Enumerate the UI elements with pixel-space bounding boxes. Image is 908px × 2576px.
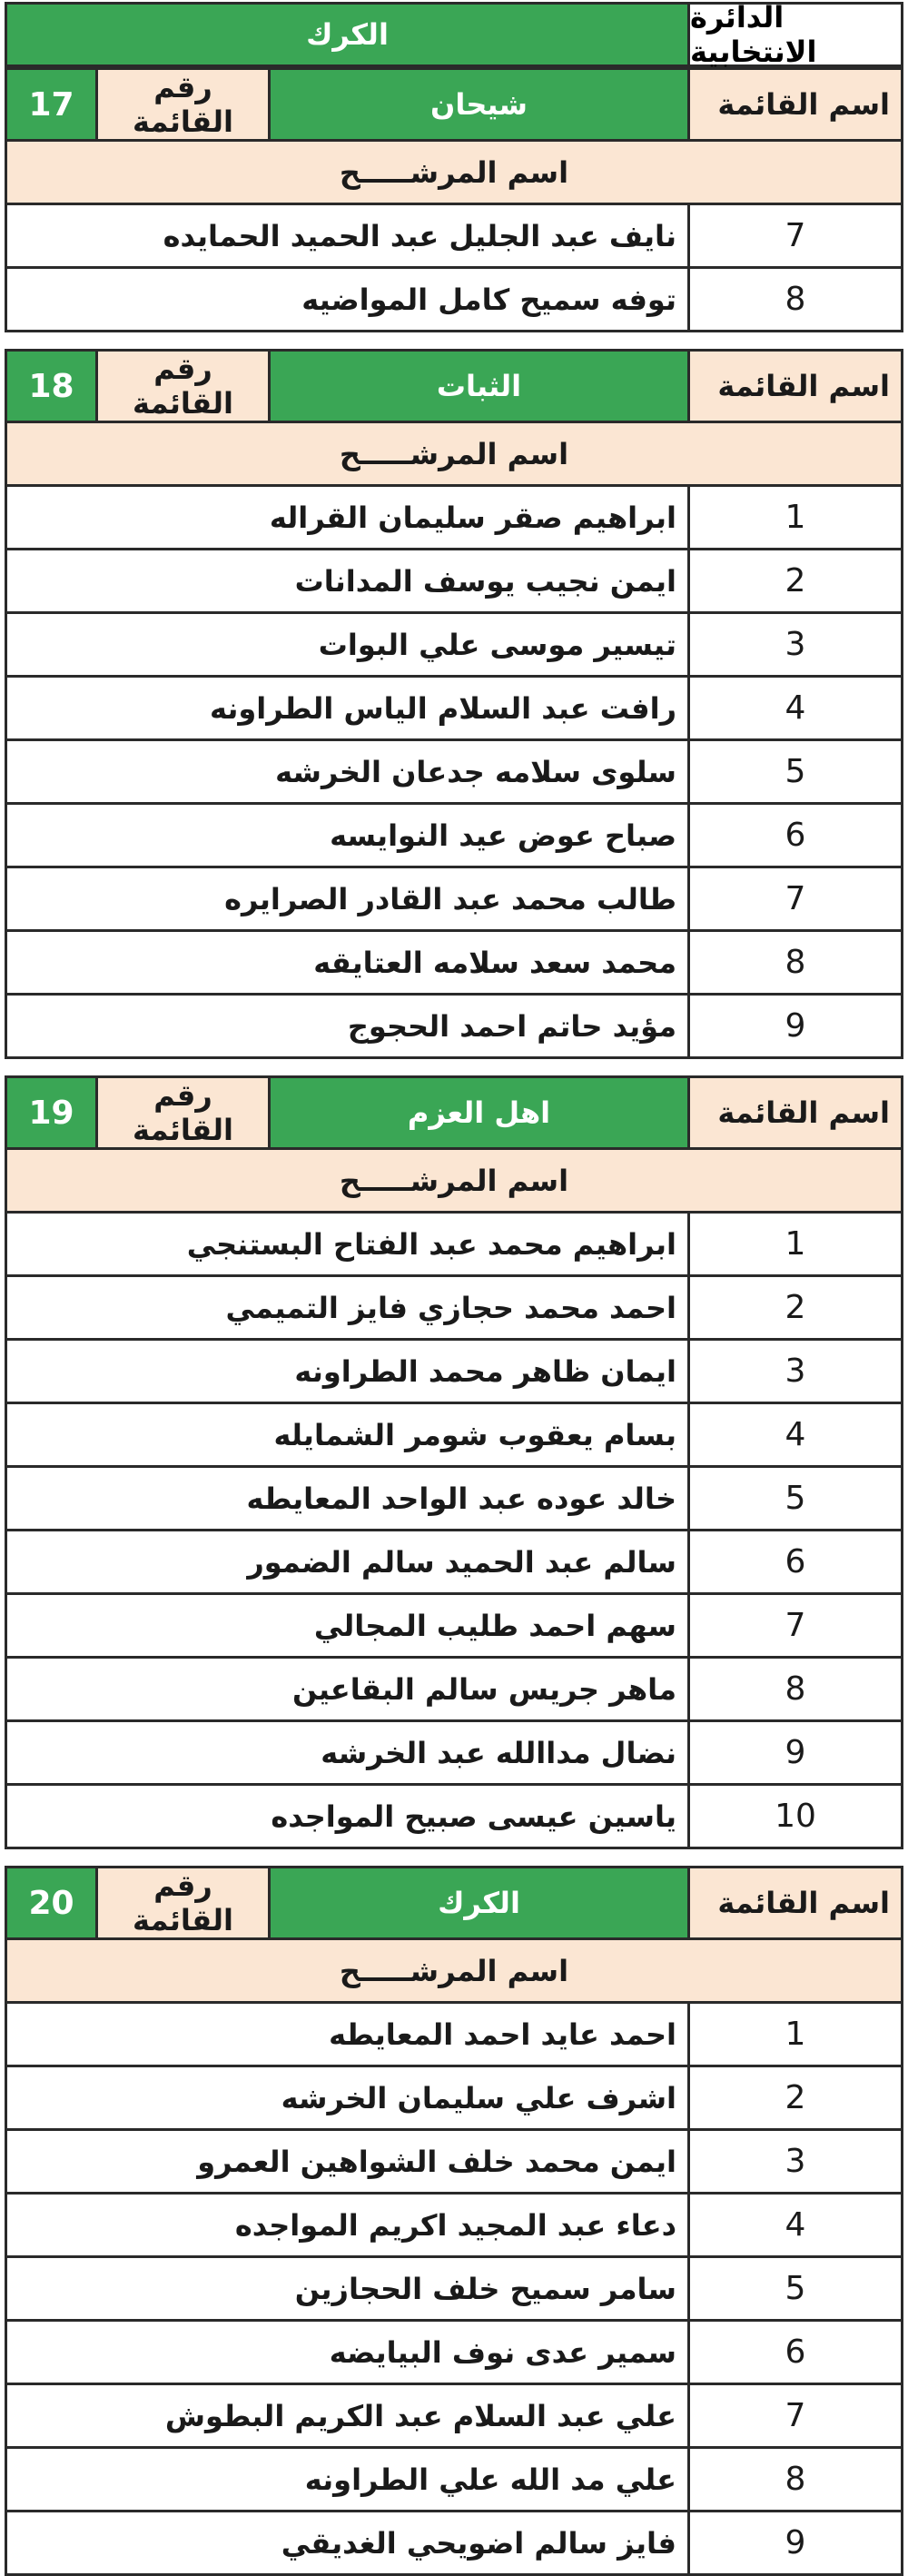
candidate-row	[6, 2257, 903, 2321]
district-label: الدائرة الانتخابية	[687, 5, 901, 64]
candidate-number: 3	[689, 2130, 903, 2194]
candidate-number: 8	[689, 2448, 903, 2512]
candidate-name: سهم احمد طليب المجالي	[6, 1594, 689, 1658]
list-name-label: اسم القائمة	[689, 1077, 903, 1149]
candidate-number: 9	[689, 1721, 903, 1785]
candidate-name: طالب محمد عبد القادر الصرايره	[6, 867, 689, 931]
list-table	[5, 1075, 903, 1849]
candidate-name: محمد سعد سلامه العتايقه	[6, 931, 689, 995]
candidate-name: ايمن نجيب يوسف المدانات	[6, 550, 689, 613]
candidate-name: ابراهيم محمد عبد الفتاح البستنجي	[6, 1213, 689, 1276]
list-number-label: رقم القائمة	[97, 69, 270, 141]
list-info-row	[6, 351, 903, 422]
candidate-name: بسام يعقوب شومر الشمايله	[6, 1403, 689, 1467]
candidate-name: سالم عبد الحميد سالم الضمور	[6, 1531, 689, 1594]
candidate-name: احمد محمد حجازي فايز التميمي	[6, 1276, 689, 1340]
candidate-number: 7	[689, 204, 903, 268]
list-number: 18	[6, 351, 97, 422]
candidate-row	[6, 740, 903, 804]
candidate-number: 8	[689, 268, 903, 332]
candidate-row	[6, 804, 903, 867]
candidate-row	[6, 677, 903, 740]
candidate-row	[6, 2130, 903, 2194]
candidate-row	[6, 268, 903, 332]
candidate-row	[6, 2321, 903, 2384]
candidate-number: 7	[689, 1594, 903, 1658]
candidate-name: نايف عبد الجليل عبد الحميد الحمايده	[6, 204, 689, 268]
district-name: الكرك	[7, 5, 687, 64]
candidate-number: 5	[689, 2257, 903, 2321]
candidate-row	[6, 2384, 903, 2448]
candidate-number: 2	[689, 550, 903, 613]
candidate-row	[6, 1213, 903, 1276]
election-lists-page	[5, 0, 903, 2576]
lists-container	[5, 67, 903, 2576]
candidate-name-header: اسم المرشـــــح	[6, 141, 903, 204]
candidate-name: سلوى سلامه جدعان الخرشه	[6, 740, 689, 804]
candidate-header-row	[6, 422, 903, 486]
candidate-row	[6, 486, 903, 550]
candidate-name-header: اسم المرشـــــح	[6, 422, 903, 486]
candidate-number: 9	[689, 2512, 903, 2575]
list-number-label: رقم القائمة	[97, 1077, 270, 1149]
candidate-number: 10	[689, 1785, 903, 1848]
candidate-number: 9	[689, 995, 903, 1058]
candidate-number: 3	[689, 1340, 903, 1403]
candidate-name: علي عبد السلام عبد الكريم البطوش	[6, 2384, 689, 2448]
candidate-row	[6, 1658, 903, 1721]
candidate-name: اشرف علي سليمان الخرشه	[6, 2066, 689, 2130]
candidate-number: 7	[689, 2384, 903, 2448]
candidate-row	[6, 2194, 903, 2257]
candidate-number: 2	[689, 2066, 903, 2130]
candidate-name: ايمان ظاهر محمد الطراونه	[6, 1340, 689, 1403]
candidate-number: 4	[689, 1403, 903, 1467]
candidate-number: 6	[689, 1531, 903, 1594]
candidate-number: 8	[689, 931, 903, 995]
candidate-row	[6, 2512, 903, 2575]
candidate-row	[6, 1276, 903, 1340]
candidate-number: 7	[689, 867, 903, 931]
candidate-row	[6, 613, 903, 677]
candidate-name: فايز سالم اضويحي الغديقي	[6, 2512, 689, 2575]
candidate-name: خالد عوده عبد الواحد المعايطه	[6, 1467, 689, 1531]
candidate-row	[6, 931, 903, 995]
candidate-header-row	[6, 1939, 903, 2003]
candidate-row	[6, 1403, 903, 1467]
candidate-number: 6	[689, 804, 903, 867]
candidate-number: 4	[689, 677, 903, 740]
list-name: اهل العزم	[270, 1077, 689, 1149]
candidate-row	[6, 1721, 903, 1785]
candidate-row	[6, 2066, 903, 2130]
list-name-label: اسم القائمة	[689, 69, 903, 141]
list-name-label: اسم القائمة	[689, 351, 903, 422]
candidate-row	[6, 2448, 903, 2512]
candidate-name: رافت عبد السلام الياس الطراونه	[6, 677, 689, 740]
candidate-row	[6, 2003, 903, 2066]
candidate-number: 1	[689, 486, 903, 550]
candidate-number: 5	[689, 1467, 903, 1531]
candidate-header-row	[6, 1149, 903, 1213]
candidate-name-header: اسم المرشـــــح	[6, 1149, 903, 1213]
candidate-number: 4	[689, 2194, 903, 2257]
list-number: 20	[6, 1868, 97, 1939]
candidate-name: توفه سميح كامل المواضيه	[6, 268, 689, 332]
list-table	[5, 1866, 903, 2576]
list-table	[5, 349, 903, 1059]
candidate-name: احمد عايد احمد المعايطه	[6, 2003, 689, 2066]
candidate-number: 5	[689, 740, 903, 804]
candidate-row	[6, 1785, 903, 1848]
candidate-name: ماهر جريس سالم البقاعين	[6, 1658, 689, 1721]
candidate-row	[6, 1340, 903, 1403]
candidate-row	[6, 1467, 903, 1531]
candidate-number: 6	[689, 2321, 903, 2384]
candidate-name: مؤيد حاتم احمد الحجوج	[6, 995, 689, 1058]
list-number: 19	[6, 1077, 97, 1149]
list-number-label: رقم القائمة	[97, 1868, 270, 1939]
list-name: الكرك	[270, 1868, 689, 1939]
list-number-label: رقم القائمة	[97, 351, 270, 422]
district-header	[5, 2, 903, 67]
candidate-name: سامر سميح خلف الحجازين	[6, 2257, 689, 2321]
candidate-name: ياسين عيسى صبيح المواجده	[6, 1785, 689, 1848]
candidate-name-header: اسم المرشـــــح	[6, 1939, 903, 2003]
list-number: 17	[6, 69, 97, 141]
candidate-name: نضال مداالله عبد الخرشه	[6, 1721, 689, 1785]
candidate-row	[6, 1531, 903, 1594]
list-separator	[5, 1849, 903, 1866]
list-separator	[5, 1059, 903, 1075]
list-separator	[5, 332, 903, 349]
candidate-name: صباح عوض عيد النوايسه	[6, 804, 689, 867]
candidate-row	[6, 1594, 903, 1658]
list-table	[5, 67, 903, 332]
list-name: شيحان	[270, 69, 689, 141]
candidate-number: 3	[689, 613, 903, 677]
candidate-name: تيسير موسى علي البوات	[6, 613, 689, 677]
list-name: الثبات	[270, 351, 689, 422]
candidate-row	[6, 867, 903, 931]
list-info-row	[6, 1077, 903, 1149]
candidate-row	[6, 995, 903, 1058]
candidate-number: 1	[689, 1213, 903, 1276]
candidate-name: دعاء عبد المجيد اكريم المواجده	[6, 2194, 689, 2257]
candidate-number: 8	[689, 1658, 903, 1721]
list-name-label: اسم القائمة	[689, 1868, 903, 1939]
candidate-name: ايمن محمد خلف الشواهين العمرو	[6, 2130, 689, 2194]
candidate-header-row	[6, 141, 903, 204]
list-info-row	[6, 69, 903, 141]
candidate-name: ابراهيم صقر سليمان القراله	[6, 486, 689, 550]
candidate-row	[6, 204, 903, 268]
candidate-name: علي مد الله علي الطراونه	[6, 2448, 689, 2512]
candidate-number: 2	[689, 1276, 903, 1340]
candidate-name: سمير عدى نوف البيايضه	[6, 2321, 689, 2384]
candidate-row	[6, 550, 903, 613]
candidate-number: 1	[689, 2003, 903, 2066]
list-info-row	[6, 1868, 903, 1939]
